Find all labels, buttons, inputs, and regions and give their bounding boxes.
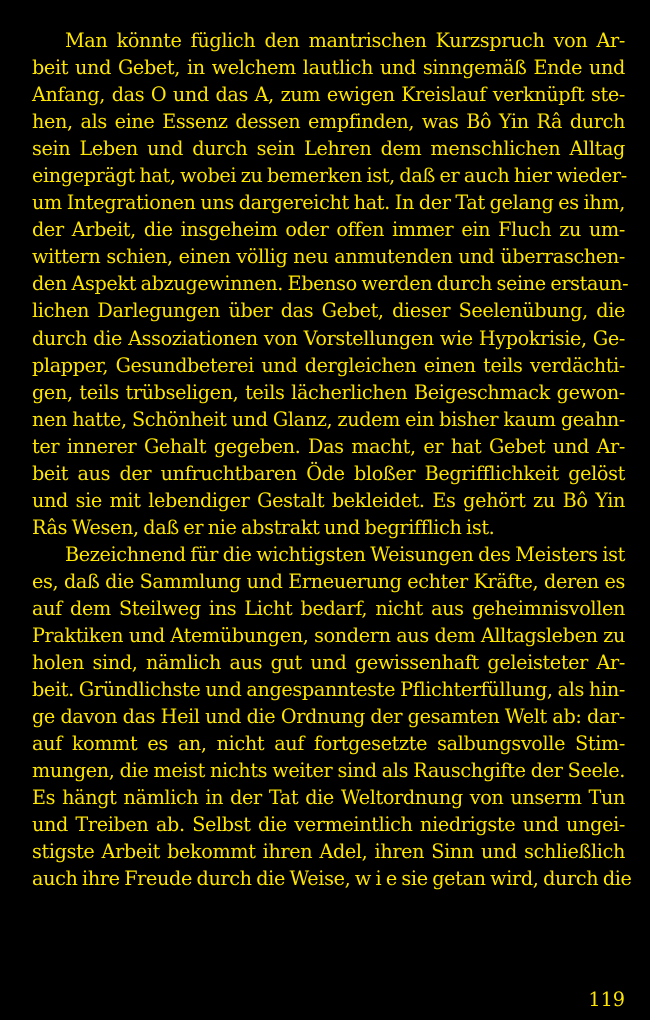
text-line: mungen, die meist nichts weiter sind als Rauschgifte der Seele. <box>32 759 625 783</box>
text-line: lichen Darlegungen über das Gebet, dieser Seelenübung, die <box>32 299 625 323</box>
text-line: der Arbeit, die insgeheim oder offen immer ein Fluch zu um- <box>32 218 625 242</box>
text-line: auch ihre Freude durch die Weise, w i e sie getan wird, durch die <box>32 867 632 891</box>
text-line: Praktiken und Atemübungen, sondern aus dem Alltagsleben zu <box>32 624 625 648</box>
text-line: beit und Gebet, in welchem lautlich und sinngemäß Ende und <box>32 56 625 80</box>
text-line: Bezeichnend für die wichtigsten Weisungen des Meisters ist <box>65 542 625 566</box>
body-text <box>32 27 632 893</box>
text-line: hen, als eine Essenz dessen empfinden, was Bô Yin Râ durch <box>32 110 625 134</box>
text-line: und sie mit lebendiger Gestalt bekleidet. Es gehört zu Bô Yin <box>32 488 625 512</box>
text-line: und Treiben ab. Selbst die vermeintlich niedrigste und ungei- <box>32 813 625 837</box>
text-line: wittern schien, einen völlig neu anmutenden und überraschen- <box>32 245 625 269</box>
text-line: stigste Arbeit bekommt ihren Adel, ihren Sinn und schließlich <box>32 840 625 864</box>
text-line: den Aspekt abzugewinnen. Ebenso werden durch seine erstaun- <box>32 272 629 296</box>
text-line: gen, teils trübseligen, teils lächerlichen Beigeschmack gewon- <box>32 380 625 404</box>
text-line: nen hatte, Schönheit und Glanz, zudem ein bisher kaum geahn- <box>32 407 625 431</box>
text-line: Anfang, das O und das A, zum ewigen Kreislauf verknüpft ste- <box>32 83 625 107</box>
text-line: Râs Wesen, daß er nie abstrakt und begrifflich ist. <box>32 515 495 539</box>
paragraph-1 <box>32 27 629 541</box>
text-line: auf dem Steilweg ins Licht bedarf, nicht aus geheimnisvollen <box>32 596 625 620</box>
text-line: holen sind, nämlich aus gut und gewissenhaft geleisteter Ar- <box>32 651 625 675</box>
page-number: 119 <box>588 988 625 1011</box>
text-line: Man könnte füglich den mantrischen Kurzspruch von Ar- <box>65 29 625 52</box>
text-line: ge davon das Heil und die Ordnung der gesamten Welt ab: dar- <box>32 705 625 729</box>
text-line: beit. Gründlichste und angespannteste Pflichterfüllung, als hin- <box>32 678 625 702</box>
text-line: durch die Assoziationen von Vorstellungen wie Hypokrisie, Ge- <box>32 326 625 350</box>
text-line: beit aus der unfruchtbaren Öde bloßer Begrifflichkeit gelöst <box>32 461 625 485</box>
text-line: ter innerer Gehalt gegeben. Das macht, er hat Gebet und Ar- <box>32 434 625 458</box>
paragraph-2 <box>32 541 632 893</box>
text-line: eingeprägt hat, wobei zu bemerken ist, daß er auch hier wieder- <box>32 164 627 188</box>
text-line: um Integrationen uns dargereicht hat. In der Tat gelang es ihm, <box>32 191 625 215</box>
text-line: sein Leben und durch sein Lehren dem menschlichen Alltag <box>32 137 625 161</box>
text-line: Es hängt nämlich in der Tat die Weltordnung von unserm Tun <box>32 786 625 810</box>
text-line: es, daß die Sammlung und Erneuerung echter Kräfte, deren es <box>32 569 625 593</box>
text-line: auf kommt es an, nicht auf fortgesetzte salbungsvolle Stim- <box>32 732 625 756</box>
text-line: plapper, Gesundbeterei und dergleichen einen teils verdächti- <box>32 353 625 377</box>
